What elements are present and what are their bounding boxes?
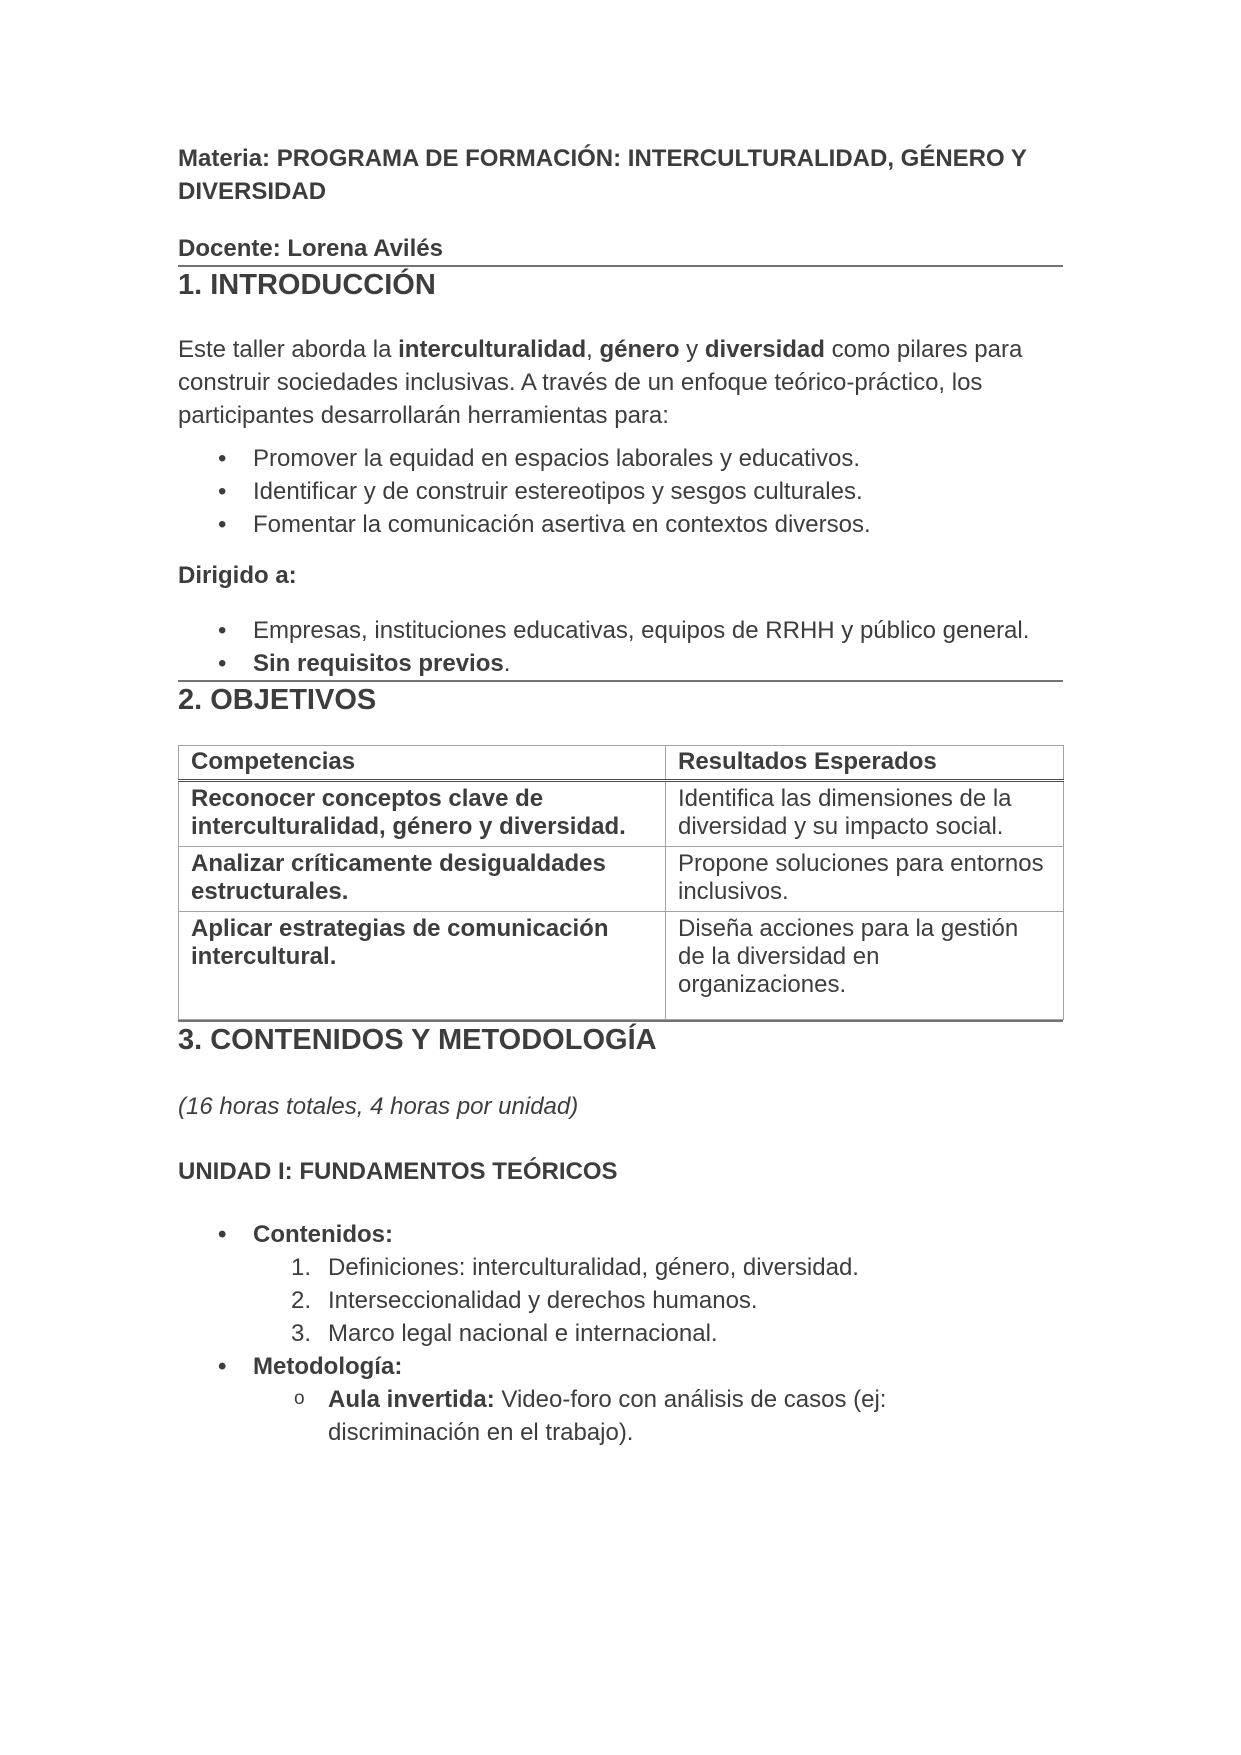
bullet-item: • Empresas, instituciones educativas, equipos de RRHH y público general. [178,614,1063,647]
item-text: Marco legal nacional e internacional. [328,1320,718,1347]
bullet-item: • Fomentar la comunicación asertiva en contextos diversos. [178,508,1063,541]
numbered-item [178,1284,1063,1317]
item-text: Definiciones: interculturalidad, género, diversidad. [328,1254,859,1281]
intro-paragraph [178,333,1063,432]
contenidos-label-item: • Contenidos: [178,1218,1063,1251]
intro-bold-diversidad: diversidad [704,336,825,363]
dirigido-bullet-list [178,614,1063,680]
numbered-item [178,1251,1063,1284]
item-number: 1. [291,1254,312,1281]
table-row [179,781,1064,847]
intro-text-segment: Este taller aborda la [178,336,399,363]
docente-line: Docente: Lorena Avilés [178,235,443,262]
materia-heading: Materia: PROGRAMA DE FORMACIÓN: INTERCULTURALIDAD, GÉNERO Y DIVERSIDAD [178,145,1027,205]
item-number: 3. [291,1320,312,1347]
aula-invertida-bold: Aula invertida: [328,1386,495,1413]
objetivos-heading: 2. OBJETIVOS [178,684,377,716]
intro-bold-genero: género [599,336,680,363]
intro-text-segment: , [586,336,600,363]
intro-text-segment: como pilares para construir sociedades inclusivas. A través de un enfoque teórico-práctico, los participantes desarrollarán herramientas para: [178,336,1023,429]
bullet-item: • Identificar y de construir estereotipos y sesgos culturales. [178,475,1063,508]
numbered-item [178,1317,1063,1350]
item-number: 2. [291,1287,312,1314]
table-cell-competencia: Analizar críticamente desigualdades estructurales. [179,847,666,912]
table-cell-resultado: Identifica las dimensiones de la diversidad y su impacto social. [666,781,1064,847]
table-cell-competencia: Reconocer conceptos clave de interculturalidad, género y diversidad. [179,781,666,847]
bullet-bold-text: Sin requisitos previos [253,650,504,677]
intro-text-segment: y [679,336,705,363]
aula-invertida-text: Video-foro con análisis de casos (ej: discriminación en el trabajo). [328,1386,887,1446]
table-row [179,912,1064,1020]
unidad-content-list [178,1218,1063,1449]
table-cell-resultado: Propone soluciones para entornos inclusivos. [666,847,1064,912]
table-cell-competencia: Aplicar estrategias de comunicación intercultural. [179,912,666,1020]
item-text: Interseccionalidad y derechos humanos. [328,1287,758,1314]
metodologia-label-item: • Metodología: [178,1350,1063,1383]
intro-heading: 1. INTRODUCCIÓN [178,269,436,301]
table-cell-resultado: Diseña acciones para la gestión de la diversidad en organizaciones. [666,912,1064,1020]
intro-bold-interculturalidad: interculturalidad [398,336,587,363]
bullet-item: • Promover la equidad en espacios laborales y educativos. [178,442,1063,475]
table-row [179,847,1064,912]
aula-invertida-item [178,1383,1063,1449]
intro-bullet-list [178,442,1063,541]
objetivos-table [178,745,1064,1020]
column-header-competencias: Competencias [179,746,666,781]
duracion-note: (16 horas totales, 4 horas por unidad) [178,1093,579,1120]
bullet-plain-text: . [503,650,511,677]
dirigido-heading: Dirigido a: [178,562,297,589]
unidad-heading: UNIDAD I: FUNDAMENTOS TEÓRICOS [178,1158,618,1185]
table-header-row [179,746,1064,781]
bullet-item [178,647,1063,680]
contenidos-heading: 3. CONTENIDOS Y METODOLOGÍA [178,1024,657,1056]
column-header-resultados: Resultados Esperados [666,746,1064,781]
